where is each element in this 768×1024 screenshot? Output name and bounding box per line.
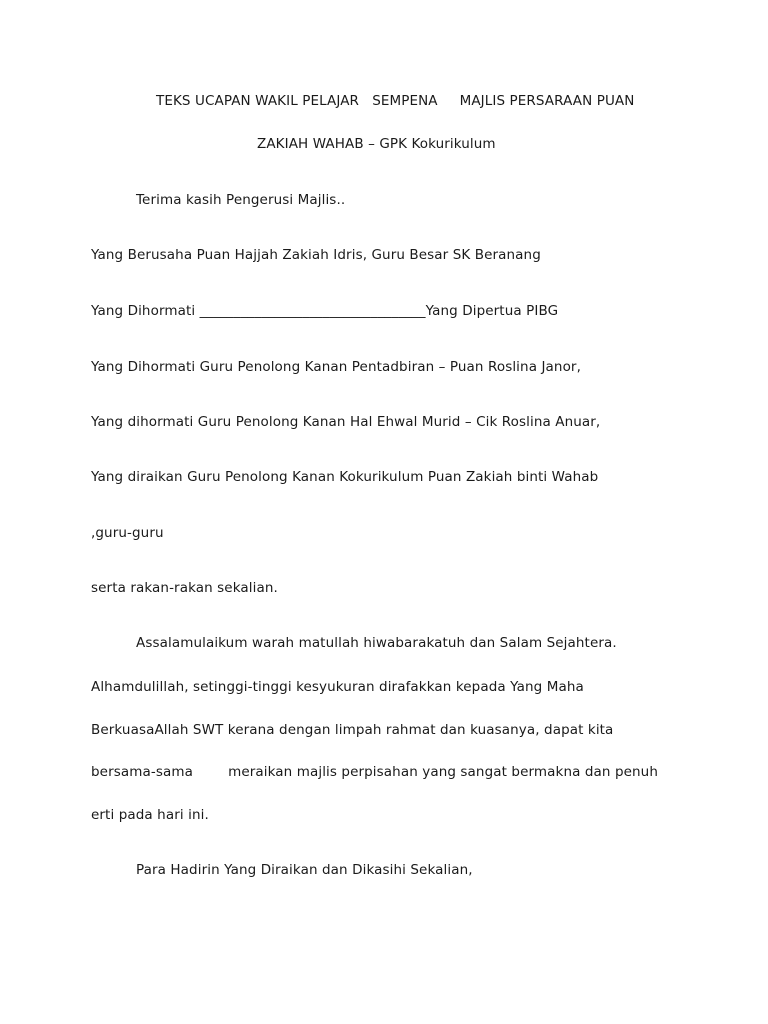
- salutation-line-pibg: Yang Dihormati _________________________________Yang Dipertua PIBG: [91, 303, 559, 319]
- salutation-line-kokurikulum: Yang diraikan Guru Penolong Kanan Kokurikulum Puan Zakiah binti Wahab: [91, 469, 599, 485]
- paragraph-line-3: bersama-sama meraikan majlis perpisahan yang sangat bermakna dan penuh: [91, 764, 658, 780]
- salutation-line-pentadbiran: Yang Dihormati Guru Penolong Kanan Pentadbiran – Puan Roslina Janor,: [91, 359, 581, 375]
- salutation-line-rakan: serta rakan-rakan sekalian.: [91, 580, 278, 596]
- paragraph-line-2: BerkuasaAllah SWT kerana dengan limpah rahmat dan kuasanya, dapat kita: [91, 722, 614, 738]
- address-line: Para Hadirin Yang Diraikan dan Dikasihi Sekalian,: [136, 862, 473, 878]
- document-title-line-2: ZAKIAH WAHAB – GPK Kokurikulum: [257, 136, 496, 152]
- salutation-line-guru-guru: ,guru-guru: [91, 525, 164, 541]
- paragraph-line-1: Alhamdulillah, setinggi-tinggi kesyukuran dirafakkan kepada Yang Maha: [91, 679, 584, 695]
- opening-line: Assalamulaikum warah matullah hiwabarakatuh dan Salam Sejahtera.: [136, 635, 617, 651]
- document-title-line-1: TEKS UCAPAN WAKIL PELAJAR SEMPENA MAJLIS PERSARAAN PUAN: [156, 93, 635, 109]
- salutation-line-guru-besar: Yang Berusaha Puan Hajjah Zakiah Idris, Guru Besar SK Beranang: [91, 247, 541, 263]
- greeting-line: Terima kasih Pengerusi Majlis..: [136, 192, 346, 208]
- paragraph-line-4: erti pada hari ini.: [91, 807, 209, 823]
- salutation-line-hem: Yang dihormati Guru Penolong Kanan Hal Ehwal Murid – Cik Roslina Anuar,: [91, 414, 601, 430]
